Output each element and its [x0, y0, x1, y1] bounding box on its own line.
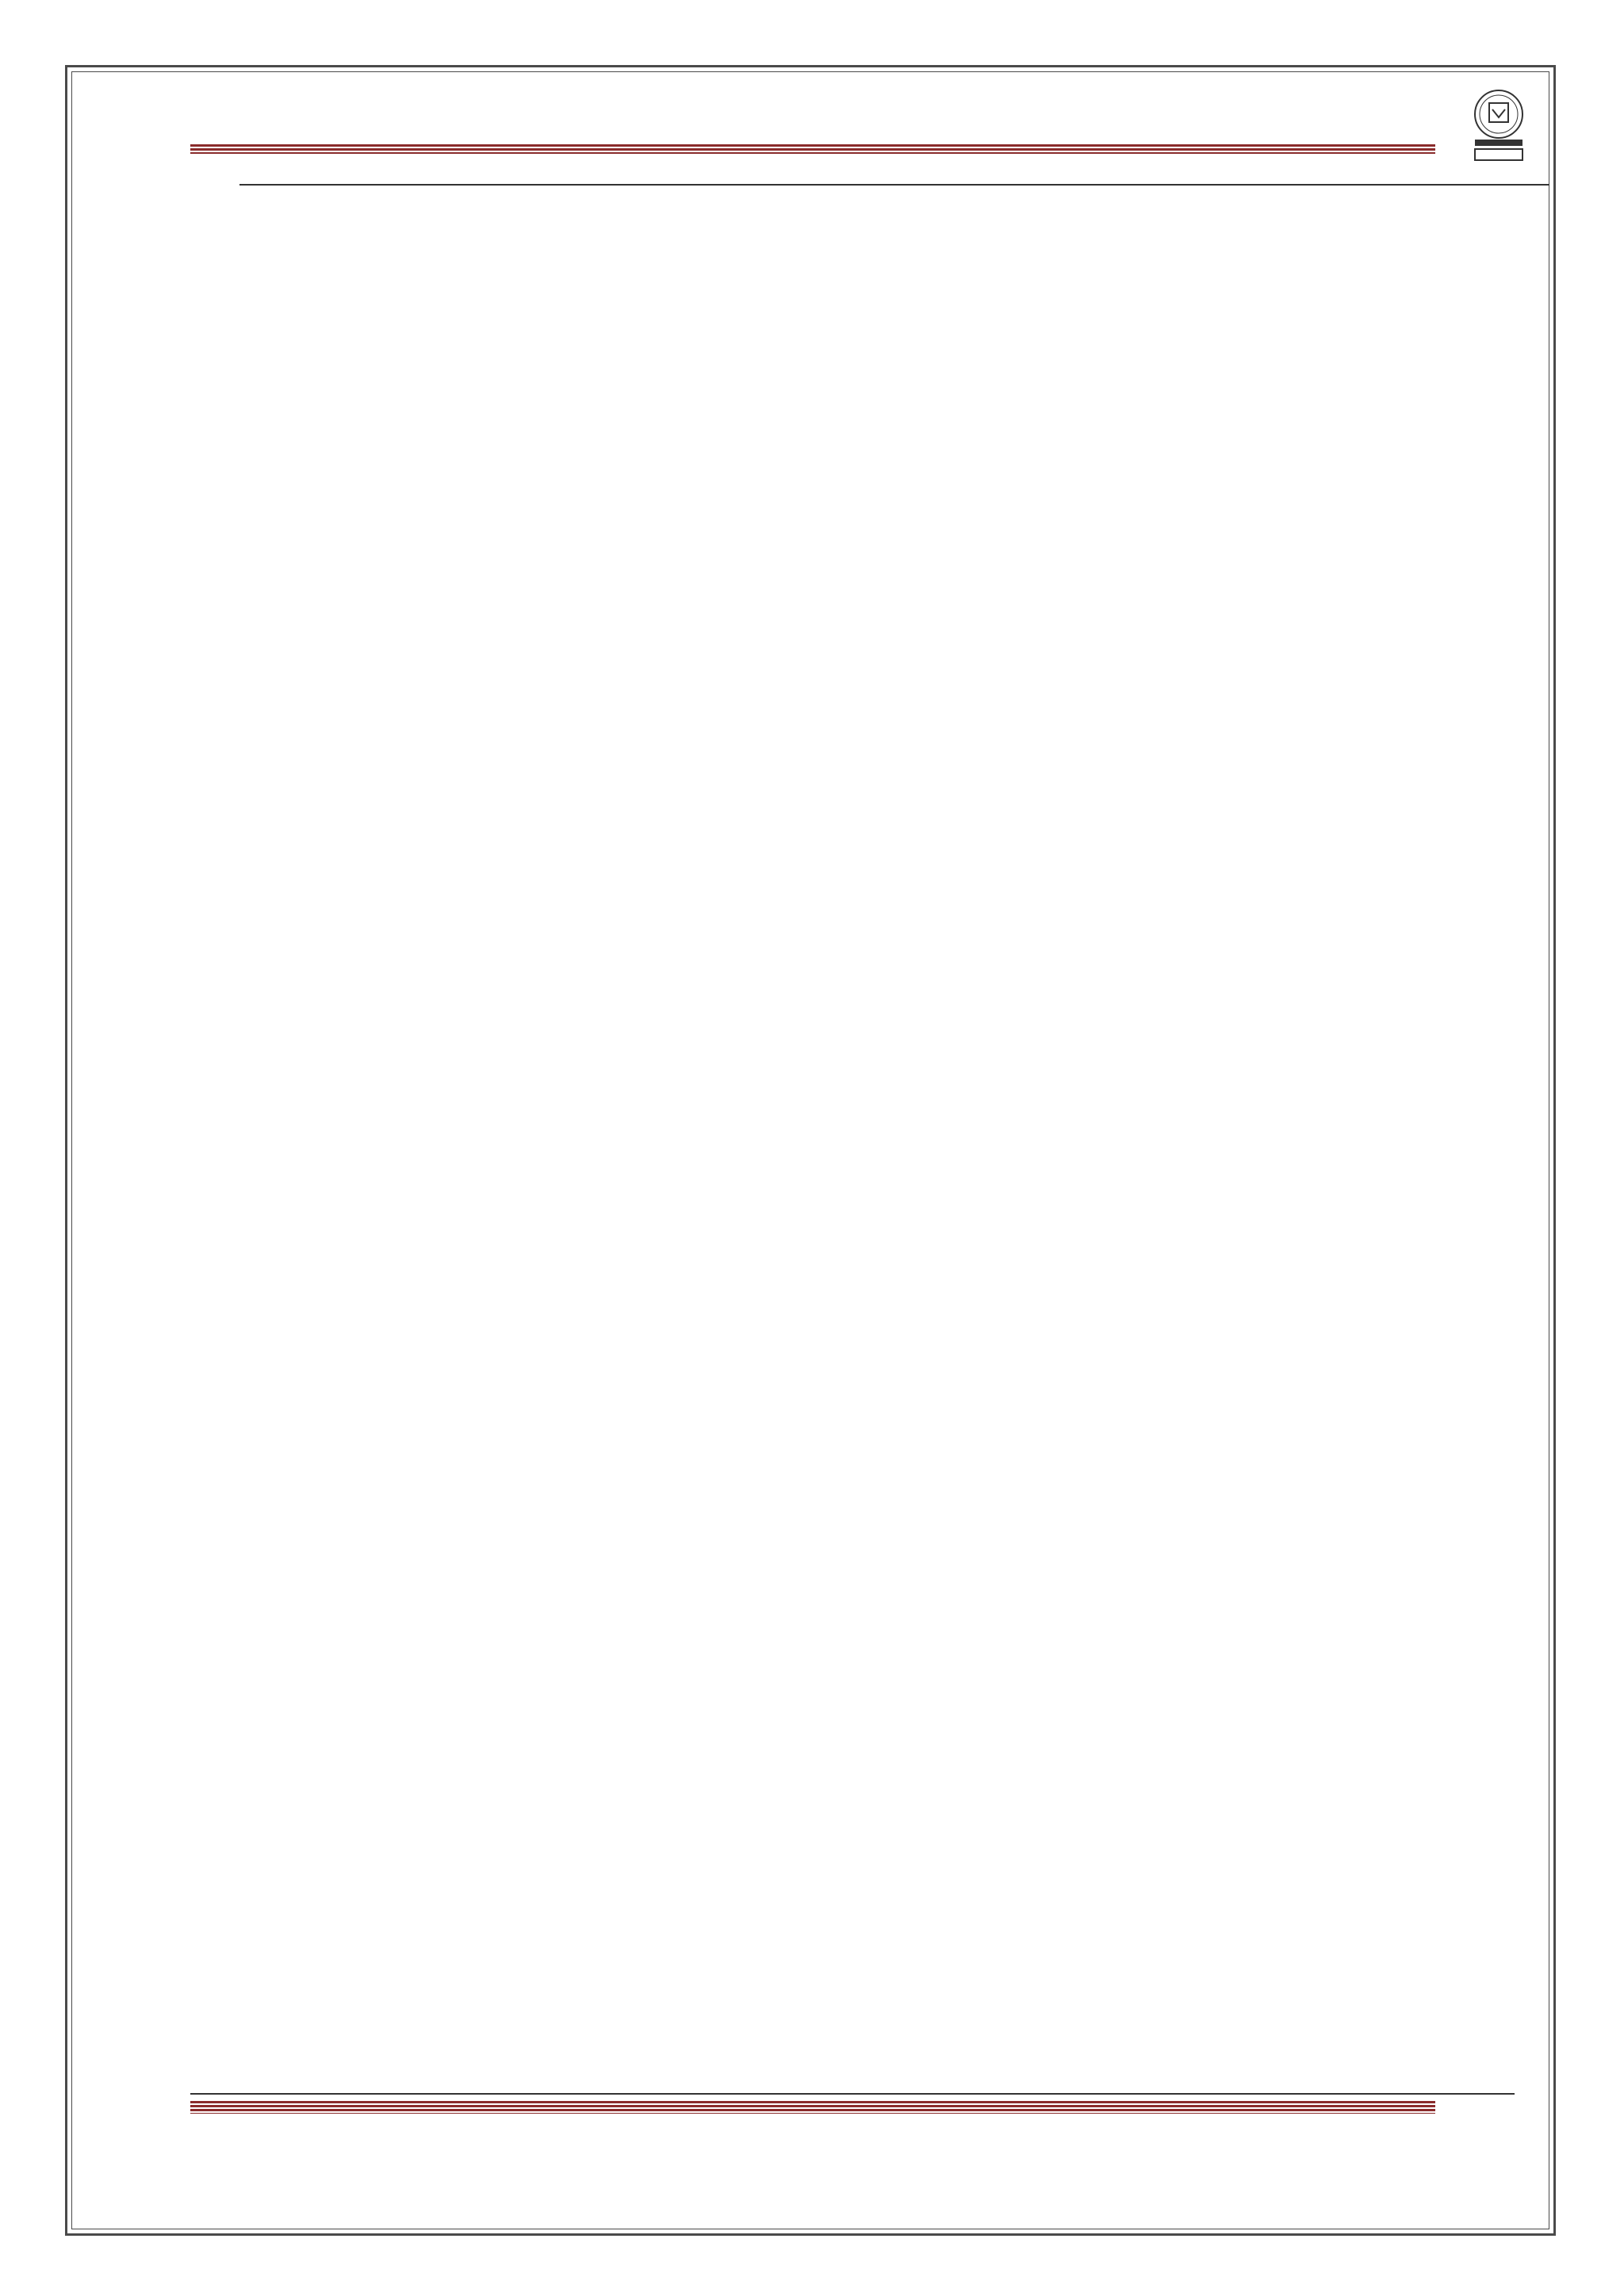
page-content — [146, 176, 1549, 195]
header-rule — [190, 144, 1435, 154]
footer-rule — [190, 2101, 1435, 2114]
page-border-inner — [71, 71, 1549, 2229]
college-logo-icon — [1457, 82, 1540, 165]
footer-top-line — [190, 2093, 1515, 2095]
section-divider — [239, 184, 1549, 186]
